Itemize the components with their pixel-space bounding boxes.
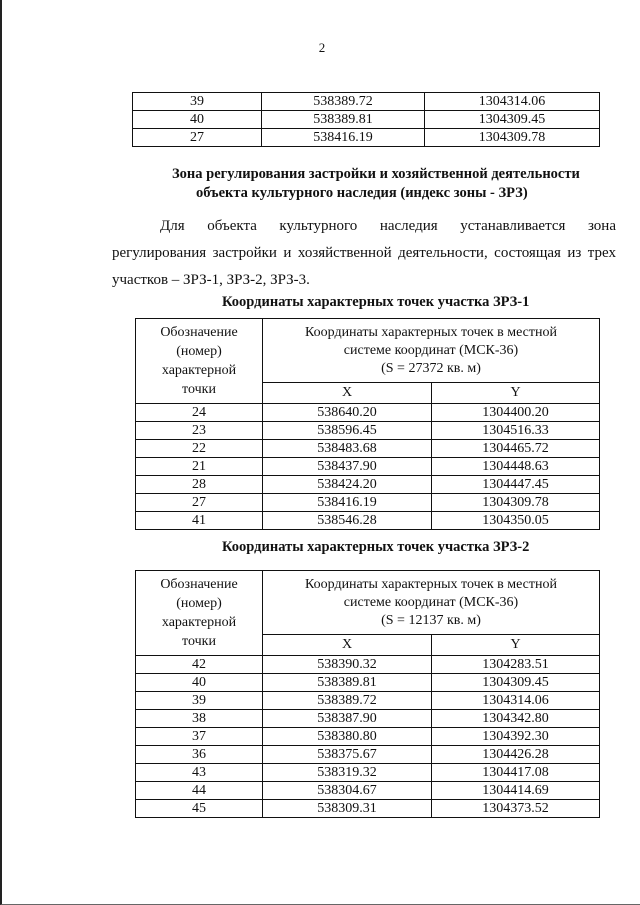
header-label-line: (номер) bbox=[176, 596, 222, 611]
zone-heading-line-1: Зона регулирования застройки и хозяйственной деятельности bbox=[172, 166, 580, 182]
table-1-point-label-header bbox=[136, 319, 263, 404]
cell-x: 538483.68 bbox=[263, 440, 432, 458]
table-row bbox=[136, 458, 600, 476]
table-row bbox=[136, 674, 600, 692]
cell-y: 1304414.69 bbox=[432, 782, 600, 800]
table-2-title: Координаты характерных точек участка ЗРЗ-2 bbox=[222, 539, 530, 555]
cell-y: 1304309.78 bbox=[432, 494, 600, 512]
cell-point: 36 bbox=[136, 746, 263, 764]
cell-y: 1304314.06 bbox=[425, 93, 600, 111]
cell-x: 538309.31 bbox=[263, 800, 432, 818]
cell-point: 37 bbox=[136, 728, 263, 746]
cell-point: 39 bbox=[133, 93, 262, 111]
paragraph-line-1: Для объекта культурного наследия устанавливается зона bbox=[160, 218, 616, 234]
table-2-coordinates-header bbox=[263, 571, 600, 635]
cell-point: 43 bbox=[136, 764, 263, 782]
zrz-2-coordinates-table bbox=[135, 570, 600, 818]
cell-y: 1304465.72 bbox=[432, 440, 600, 458]
cell-x: 538389.81 bbox=[262, 111, 425, 129]
cell-x: 538640.20 bbox=[263, 404, 432, 422]
header-coords-line: системе координат (МСК-36) bbox=[343, 594, 519, 610]
cell-x: 538389.72 bbox=[262, 93, 425, 111]
table-row bbox=[136, 764, 600, 782]
cell-x: 538319.32 bbox=[263, 764, 432, 782]
table-row bbox=[136, 692, 600, 710]
table-row bbox=[136, 746, 600, 764]
cell-x: 538390.32 bbox=[263, 656, 432, 674]
cell-x: 538389.72 bbox=[263, 692, 432, 710]
cell-y: 1304309.45 bbox=[425, 111, 600, 129]
header-label-line: Обозначение bbox=[160, 325, 238, 340]
cell-y: 1304314.06 bbox=[432, 692, 600, 710]
cell-point: 27 bbox=[136, 494, 263, 512]
table-row bbox=[136, 782, 600, 800]
table-1-y-header: Y bbox=[432, 383, 600, 404]
header-label-line: точки bbox=[182, 634, 216, 649]
cell-x: 538437.90 bbox=[263, 458, 432, 476]
cell-point: 41 bbox=[136, 512, 263, 530]
continuation-table-body bbox=[133, 93, 600, 147]
continuation-coordinates-table bbox=[132, 92, 600, 147]
cell-point: 24 bbox=[136, 404, 263, 422]
table-1-header bbox=[136, 319, 600, 404]
table-row bbox=[136, 404, 600, 422]
cell-point: 38 bbox=[136, 710, 263, 728]
table-row bbox=[136, 422, 600, 440]
cell-x: 538424.20 bbox=[263, 476, 432, 494]
cell-y: 1304350.05 bbox=[432, 512, 600, 530]
table-1-body bbox=[136, 404, 600, 530]
table-row bbox=[136, 494, 600, 512]
table-row bbox=[133, 129, 600, 147]
cell-y: 1304400.20 bbox=[432, 404, 600, 422]
header-label-line: характерной bbox=[161, 615, 237, 630]
table-row bbox=[133, 93, 600, 111]
table-2-body bbox=[136, 656, 600, 818]
header-label-line: (номер) bbox=[176, 344, 222, 359]
cell-point: 44 bbox=[136, 782, 263, 800]
zrz-1-coordinates-table bbox=[135, 318, 600, 530]
cell-point: 42 bbox=[136, 656, 263, 674]
table-1-x-header: X bbox=[263, 383, 432, 404]
cell-x: 538416.19 bbox=[262, 129, 425, 147]
zone-heading-line-2: объекта культурного наследия (индекс зоны - ЗРЗ) bbox=[196, 185, 528, 201]
cell-y: 1304448.63 bbox=[432, 458, 600, 476]
cell-point: 40 bbox=[133, 111, 262, 129]
cell-point: 21 bbox=[136, 458, 263, 476]
header-label-line: точки bbox=[182, 382, 216, 397]
cell-x: 538387.90 bbox=[263, 710, 432, 728]
table-row bbox=[136, 656, 600, 674]
cell-x: 538596.45 bbox=[263, 422, 432, 440]
cell-x: 538546.28 bbox=[263, 512, 432, 530]
header-label-line: Обозначение bbox=[160, 577, 238, 592]
header-coords-line: Координаты характерных точек в местной bbox=[304, 576, 557, 592]
table-row bbox=[136, 440, 600, 458]
cell-point: 22 bbox=[136, 440, 263, 458]
cell-y: 1304516.33 bbox=[432, 422, 600, 440]
table-2-header bbox=[136, 571, 600, 656]
cell-y: 1304342.80 bbox=[432, 710, 600, 728]
table-row bbox=[133, 111, 600, 129]
cell-x: 538375.67 bbox=[263, 746, 432, 764]
cell-y: 1304426.28 bbox=[432, 746, 600, 764]
table-row bbox=[136, 512, 600, 530]
table-row bbox=[136, 728, 600, 746]
table-1-coordinates-header bbox=[263, 319, 600, 383]
table-2-x-header: X bbox=[263, 635, 432, 656]
header-coords-line: Координаты характерных точек в местной bbox=[304, 324, 557, 340]
cell-x: 538389.81 bbox=[263, 674, 432, 692]
table-row bbox=[136, 800, 600, 818]
paragraph-line-2: регулирования застройки и хозяйственной деятельности, состоящая из трех bbox=[112, 245, 616, 261]
header-coords-line: (S = 12137 кв. м) bbox=[381, 612, 481, 628]
page-number: 2 bbox=[318, 40, 326, 55]
cell-y: 1304309.78 bbox=[425, 129, 600, 147]
cell-point: 23 bbox=[136, 422, 263, 440]
table-row bbox=[136, 710, 600, 728]
cell-point: 40 bbox=[136, 674, 263, 692]
cell-point: 45 bbox=[136, 800, 263, 818]
cell-y: 1304417.08 bbox=[432, 764, 600, 782]
table-1-title: Координаты характерных точек участка ЗРЗ-1 bbox=[222, 294, 530, 310]
zone-heading bbox=[172, 165, 612, 203]
table-row bbox=[136, 476, 600, 494]
paragraph-line-3: участков – ЗРЗ-1, ЗРЗ-2, ЗРЗ-3. bbox=[112, 272, 310, 288]
cell-point: 27 bbox=[133, 129, 262, 147]
header-label-line: характерной bbox=[161, 363, 237, 378]
cell-y: 1304447.45 bbox=[432, 476, 600, 494]
cell-y: 1304283.51 bbox=[432, 656, 600, 674]
cell-point: 39 bbox=[136, 692, 263, 710]
zone-description-paragraph bbox=[112, 213, 616, 294]
table-2-y-header: Y bbox=[432, 635, 600, 656]
cell-x: 538380.80 bbox=[263, 728, 432, 746]
cell-y: 1304392.30 bbox=[432, 728, 600, 746]
table-2-point-label-header bbox=[136, 571, 263, 656]
cell-point: 28 bbox=[136, 476, 263, 494]
header-coords-line: системе координат (МСК-36) bbox=[343, 342, 519, 358]
cell-y: 1304373.52 bbox=[432, 800, 600, 818]
cell-x: 538304.67 bbox=[263, 782, 432, 800]
cell-y: 1304309.45 bbox=[432, 674, 600, 692]
header-coords-line: (S = 27372 кв. м) bbox=[381, 360, 481, 376]
cell-x: 538416.19 bbox=[263, 494, 432, 512]
